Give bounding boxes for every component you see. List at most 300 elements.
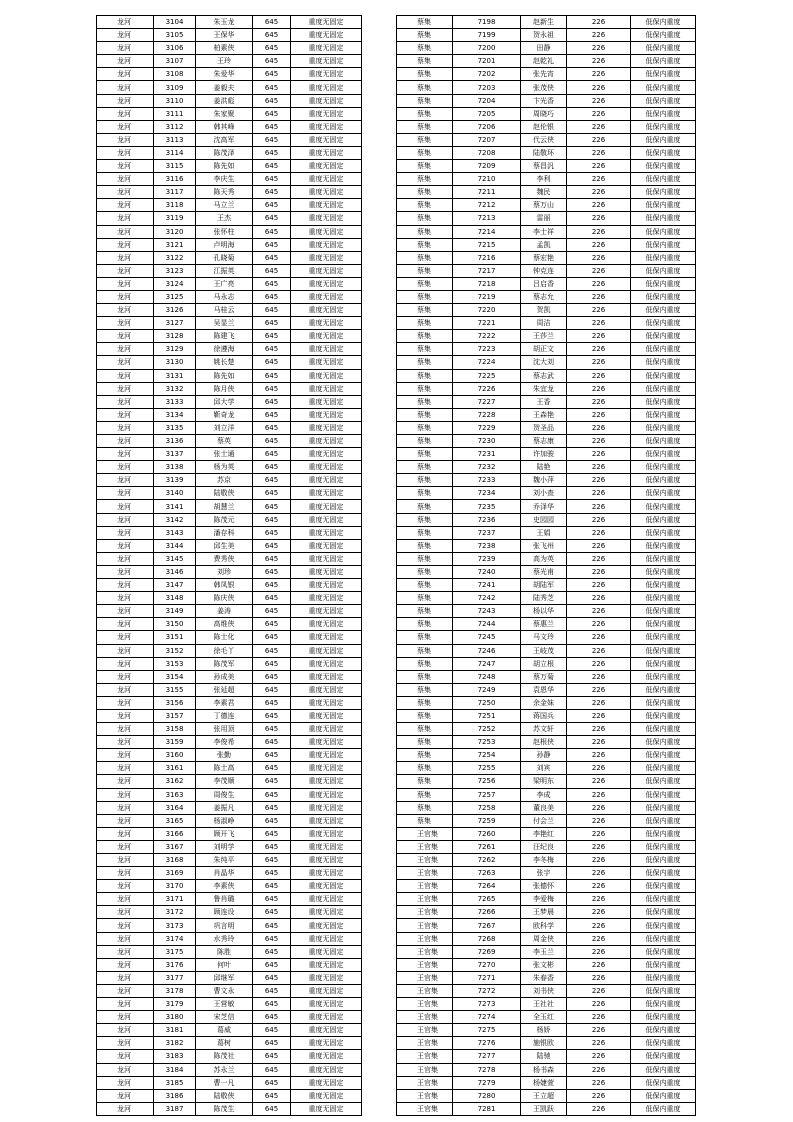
cell-place: 蔡集 xyxy=(397,579,453,592)
cell-number: 3177 xyxy=(154,971,196,984)
cell-category: 重度无固定 xyxy=(291,592,362,605)
cell-amount: 226 xyxy=(567,251,631,264)
table-row xyxy=(397,1037,696,1050)
cell-place: 龙河 xyxy=(97,1063,154,1076)
cell-place: 王官集 xyxy=(397,998,453,1011)
table-row xyxy=(97,29,362,42)
cell-number: 7257 xyxy=(453,788,521,801)
cell-name: 苏永兰 xyxy=(196,1063,253,1076)
cell-name: 巩言明 xyxy=(196,919,253,932)
cell-category: 重度无固定 xyxy=(291,408,362,421)
cell-place: 龙河 xyxy=(97,42,154,55)
table-row xyxy=(97,212,362,225)
table-row xyxy=(397,1102,696,1115)
cell-number: 3134 xyxy=(154,408,196,421)
cell-category: 重度无固定 xyxy=(291,906,362,919)
cell-place: 龙河 xyxy=(97,277,154,290)
cell-place: 龙河 xyxy=(97,1076,154,1089)
cell-number: 7261 xyxy=(453,840,521,853)
cell-number: 3171 xyxy=(154,893,196,906)
table-row xyxy=(97,723,362,736)
cell-name: 蔡惠兰 xyxy=(521,618,567,631)
cell-category: 重度无固定 xyxy=(291,984,362,997)
cell-place: 龙河 xyxy=(97,382,154,395)
cell-number: 7248 xyxy=(453,670,521,683)
cell-category: 重度无固定 xyxy=(291,723,362,736)
cell-name: 杨婕萱 xyxy=(521,1076,567,1089)
cell-place: 蔡集 xyxy=(397,55,453,68)
cell-number: 7272 xyxy=(453,984,521,997)
cell-name: 王凯跃 xyxy=(521,1102,567,1115)
cell-name: 姜毅夫 xyxy=(196,81,253,94)
cell-name: 雷丽 xyxy=(521,212,567,225)
cell-amount: 226 xyxy=(567,880,631,893)
cell-name: 卢明海 xyxy=(196,238,253,251)
cell-amount: 645 xyxy=(253,277,291,290)
cell-category: 重度无固定 xyxy=(291,304,362,317)
cell-name: 孙静 xyxy=(521,749,567,762)
cell-amount: 645 xyxy=(253,146,291,159)
cell-category: 重度无固定 xyxy=(291,840,362,853)
cell-name: 欧科学 xyxy=(521,919,567,932)
cell-name: 徐遵海 xyxy=(196,343,253,356)
cell-amount: 226 xyxy=(567,107,631,120)
cell-amount: 226 xyxy=(567,1102,631,1115)
table-row xyxy=(97,657,362,670)
cell-name: 施银欧 xyxy=(521,1037,567,1050)
cell-amount: 226 xyxy=(567,382,631,395)
cell-place: 龙河 xyxy=(97,356,154,369)
cell-name: 梁明东 xyxy=(521,775,567,788)
cell-category: 重度无固定 xyxy=(291,605,362,618)
table-row xyxy=(397,579,696,592)
cell-place: 龙河 xyxy=(97,670,154,683)
table-row xyxy=(97,317,362,330)
cell-name: 王玲 xyxy=(196,55,253,68)
cell-name: 丁德连 xyxy=(196,709,253,722)
cell-amount: 226 xyxy=(567,814,631,827)
cell-name: 邱生美 xyxy=(196,539,253,552)
cell-number: 7226 xyxy=(453,382,521,395)
cell-place: 龙河 xyxy=(97,854,154,867)
cell-category: 低保内重度 xyxy=(631,788,696,801)
cell-name: 杨为英 xyxy=(196,461,253,474)
cell-category: 重度无固定 xyxy=(291,290,362,303)
cell-number: 3107 xyxy=(154,55,196,68)
cell-category: 重度无固定 xyxy=(291,173,362,186)
cell-amount: 226 xyxy=(567,68,631,81)
cell-place: 龙河 xyxy=(97,16,154,29)
cell-name: 邱大学 xyxy=(196,395,253,408)
cell-category: 低保内重度 xyxy=(631,670,696,683)
cell-category: 低保内重度 xyxy=(631,225,696,238)
table-row xyxy=(97,225,362,238)
table-row xyxy=(397,264,696,277)
table-row xyxy=(97,579,362,592)
cell-amount: 226 xyxy=(567,435,631,448)
cell-number: 7278 xyxy=(453,1063,521,1076)
cell-number: 3182 xyxy=(154,1037,196,1050)
cell-number: 3144 xyxy=(154,539,196,552)
cell-number: 3131 xyxy=(154,369,196,382)
cell-amount: 226 xyxy=(567,958,631,971)
cell-amount: 226 xyxy=(567,42,631,55)
table-row xyxy=(97,631,362,644)
left-table-body xyxy=(97,16,362,1116)
cell-amount: 226 xyxy=(567,657,631,670)
cell-number: 7206 xyxy=(453,120,521,133)
cell-amount: 226 xyxy=(567,1063,631,1076)
cell-place: 王官集 xyxy=(397,867,453,880)
cell-name: 胡正文 xyxy=(521,343,567,356)
cell-amount: 226 xyxy=(567,683,631,696)
cell-place: 蔡集 xyxy=(397,814,453,827)
cell-number: 7205 xyxy=(453,107,521,120)
cell-name: 贺圣品 xyxy=(521,421,567,434)
cell-category: 重度无固定 xyxy=(291,1076,362,1089)
cell-number: 7241 xyxy=(453,579,521,592)
table-row xyxy=(97,683,362,696)
cell-amount: 226 xyxy=(567,356,631,369)
cell-amount: 226 xyxy=(567,395,631,408)
cell-name: 李玉兰 xyxy=(521,945,567,958)
cell-place: 蔡集 xyxy=(397,762,453,775)
table-row xyxy=(397,487,696,500)
cell-amount: 645 xyxy=(253,81,291,94)
cell-number: 7200 xyxy=(453,42,521,55)
cell-amount: 226 xyxy=(567,1089,631,1102)
cell-place: 蔡集 xyxy=(397,29,453,42)
table-row xyxy=(97,1089,362,1102)
cell-place: 蔡集 xyxy=(397,461,453,474)
cell-name: 马永志 xyxy=(196,290,253,303)
cell-amount: 645 xyxy=(253,173,291,186)
cell-place: 龙河 xyxy=(97,605,154,618)
cell-name: 苏文轩 xyxy=(521,723,567,736)
cell-name: 张士通 xyxy=(196,448,253,461)
cell-number: 3116 xyxy=(154,173,196,186)
cell-name: 张德怀 xyxy=(521,880,567,893)
table-row xyxy=(397,225,696,238)
cell-category: 重度无固定 xyxy=(291,1102,362,1115)
cell-category: 低保内重度 xyxy=(631,251,696,264)
cell-place: 龙河 xyxy=(97,343,154,356)
cell-name: 卞光香 xyxy=(521,94,567,107)
cell-place: 蔡集 xyxy=(397,290,453,303)
cell-amount: 226 xyxy=(567,513,631,526)
cell-place: 龙河 xyxy=(97,173,154,186)
table-row xyxy=(397,160,696,173)
cell-number: 7236 xyxy=(453,513,521,526)
table-row xyxy=(397,317,696,330)
cell-name: 水秀玲 xyxy=(196,932,253,945)
cell-category: 重度无固定 xyxy=(291,618,362,631)
cell-amount: 645 xyxy=(253,1076,291,1089)
cell-number: 3179 xyxy=(154,998,196,1011)
table-row xyxy=(97,539,362,552)
cell-name: 陈建飞 xyxy=(196,330,253,343)
cell-place: 蔡集 xyxy=(397,68,453,81)
cell-number: 3125 xyxy=(154,290,196,303)
cell-name: 王杰 xyxy=(196,212,253,225)
cell-place: 蔡集 xyxy=(397,526,453,539)
cell-category: 重度无固定 xyxy=(291,382,362,395)
cell-category: 低保内重度 xyxy=(631,592,696,605)
cell-name: 周洁 xyxy=(521,317,567,330)
table-row xyxy=(397,1050,696,1063)
cell-name: 蔡宏艳 xyxy=(521,251,567,264)
cell-place: 蔡集 xyxy=(397,330,453,343)
cell-category: 重度无固定 xyxy=(291,1063,362,1076)
cell-name: 陈茂军 xyxy=(196,657,253,670)
cell-category: 重度无固定 xyxy=(291,238,362,251)
cell-name: 陈先如 xyxy=(196,369,253,382)
cell-place: 龙河 xyxy=(97,1024,154,1037)
cell-number: 3148 xyxy=(154,592,196,605)
table-row xyxy=(97,526,362,539)
cell-category: 重度无固定 xyxy=(291,435,362,448)
cell-amount: 645 xyxy=(253,264,291,277)
cell-number: 3160 xyxy=(154,749,196,762)
cell-name: 李俊希 xyxy=(196,736,253,749)
cell-amount: 226 xyxy=(567,146,631,159)
cell-number: 3123 xyxy=(154,264,196,277)
cell-category: 重度无固定 xyxy=(291,356,362,369)
cell-amount: 226 xyxy=(567,618,631,631)
cell-number: 3164 xyxy=(154,801,196,814)
cell-amount: 226 xyxy=(567,670,631,683)
cell-number: 7231 xyxy=(453,448,521,461)
cell-category: 重度无固定 xyxy=(291,932,362,945)
cell-place: 蔡集 xyxy=(397,618,453,631)
cell-category: 低保内重度 xyxy=(631,513,696,526)
cell-place: 蔡集 xyxy=(397,238,453,251)
cell-amount: 645 xyxy=(253,579,291,592)
table-row xyxy=(397,42,696,55)
cell-number: 3169 xyxy=(154,867,196,880)
cell-number: 7230 xyxy=(453,435,521,448)
cell-amount: 645 xyxy=(253,984,291,997)
cell-amount: 645 xyxy=(253,723,291,736)
cell-place: 龙河 xyxy=(97,998,154,1011)
cell-name: 张延超 xyxy=(196,683,253,696)
table-row xyxy=(97,186,362,199)
cell-amount: 226 xyxy=(567,526,631,539)
cell-number: 7198 xyxy=(453,16,521,29)
cell-place: 龙河 xyxy=(97,474,154,487)
cell-place: 龙河 xyxy=(97,1102,154,1115)
cell-place: 龙河 xyxy=(97,513,154,526)
cell-amount: 226 xyxy=(567,696,631,709)
table-row xyxy=(397,238,696,251)
table-row xyxy=(397,592,696,605)
cell-amount: 645 xyxy=(253,55,291,68)
table-row xyxy=(397,173,696,186)
cell-name: 李茂顺 xyxy=(196,775,253,788)
cell-amount: 226 xyxy=(567,173,631,186)
cell-category: 低保内重度 xyxy=(631,55,696,68)
cell-category: 低保内重度 xyxy=(631,461,696,474)
cell-place: 龙河 xyxy=(97,971,154,984)
cell-name: 费秀侠 xyxy=(196,552,253,565)
cell-place: 龙河 xyxy=(97,29,154,42)
cell-place: 龙河 xyxy=(97,461,154,474)
cell-number: 7208 xyxy=(453,146,521,159)
cell-category: 重度无固定 xyxy=(291,539,362,552)
cell-amount: 226 xyxy=(567,827,631,840)
cell-name: 沈高军 xyxy=(196,133,253,146)
cell-name: 朱玉龙 xyxy=(196,16,253,29)
cell-category: 重度无固定 xyxy=(291,120,362,133)
cell-place: 王官集 xyxy=(397,958,453,971)
cell-category: 低保内重度 xyxy=(631,356,696,369)
table-row xyxy=(97,356,362,369)
cell-place: 王官集 xyxy=(397,984,453,997)
cell-amount: 645 xyxy=(253,251,291,264)
cell-number: 7204 xyxy=(453,94,521,107)
table-row xyxy=(97,592,362,605)
cell-place: 龙河 xyxy=(97,919,154,932)
cell-place: 龙河 xyxy=(97,1050,154,1063)
cell-category: 重度无固定 xyxy=(291,264,362,277)
cell-name: 张先宵 xyxy=(521,68,567,81)
table-row xyxy=(97,696,362,709)
cell-number: 7280 xyxy=(453,1089,521,1102)
cell-amount: 645 xyxy=(253,42,291,55)
cell-category: 低保内重度 xyxy=(631,16,696,29)
cell-amount: 226 xyxy=(567,81,631,94)
cell-amount: 645 xyxy=(253,212,291,225)
cell-amount: 645 xyxy=(253,565,291,578)
cell-place: 龙河 xyxy=(97,814,154,827)
cell-number: 7275 xyxy=(453,1024,521,1037)
cell-number: 3151 xyxy=(154,631,196,644)
table-row xyxy=(97,42,362,55)
cell-name: 赵新生 xyxy=(521,16,567,29)
cell-amount: 226 xyxy=(567,317,631,330)
cell-number: 3173 xyxy=(154,919,196,932)
cell-place: 蔡集 xyxy=(397,539,453,552)
cell-category: 重度无固定 xyxy=(291,579,362,592)
cell-number: 7267 xyxy=(453,919,521,932)
cell-number: 7245 xyxy=(453,631,521,644)
table-row xyxy=(397,723,696,736)
cell-category: 低保内重度 xyxy=(631,552,696,565)
cell-category: 低保内重度 xyxy=(631,762,696,775)
cell-place: 龙河 xyxy=(97,618,154,631)
cell-place: 蔡集 xyxy=(397,709,453,722)
cell-amount: 226 xyxy=(567,1050,631,1063)
cell-name: 朱家聚 xyxy=(196,107,253,120)
cell-place: 龙河 xyxy=(97,133,154,146)
cell-name: 余金妹 xyxy=(521,696,567,709)
cell-name: 马桂云 xyxy=(196,304,253,317)
cell-amount: 645 xyxy=(253,644,291,657)
cell-category: 低保内重度 xyxy=(631,68,696,81)
table-row xyxy=(397,421,696,434)
table-row xyxy=(97,461,362,474)
cell-name: 李士祥 xyxy=(521,225,567,238)
cell-number: 3154 xyxy=(154,670,196,683)
table-row xyxy=(397,290,696,303)
cell-place: 蔡集 xyxy=(397,474,453,487)
cell-place: 蔡集 xyxy=(397,369,453,382)
cell-category: 重度无固定 xyxy=(291,788,362,801)
cell-number: 7216 xyxy=(453,251,521,264)
table-row xyxy=(97,893,362,906)
cell-number: 7246 xyxy=(453,644,521,657)
cell-amount: 226 xyxy=(567,788,631,801)
cell-number: 7232 xyxy=(453,461,521,474)
cell-place: 蔡集 xyxy=(397,448,453,461)
cell-number: 7268 xyxy=(453,932,521,945)
cell-place: 蔡集 xyxy=(397,696,453,709)
cell-category: 低保内重度 xyxy=(631,827,696,840)
cell-number: 3155 xyxy=(154,683,196,696)
cell-category: 低保内重度 xyxy=(631,133,696,146)
cell-category: 重度无固定 xyxy=(291,55,362,68)
cell-amount: 645 xyxy=(253,343,291,356)
cell-place: 蔡集 xyxy=(397,644,453,657)
cell-amount: 226 xyxy=(567,186,631,199)
cell-number: 3127 xyxy=(154,317,196,330)
table-row xyxy=(97,644,362,657)
cell-place: 王官集 xyxy=(397,971,453,984)
table-row xyxy=(97,880,362,893)
table-row xyxy=(397,618,696,631)
table-row xyxy=(397,68,696,81)
table-row xyxy=(97,1063,362,1076)
table-row xyxy=(97,854,362,867)
cell-number: 7202 xyxy=(453,68,521,81)
cell-amount: 645 xyxy=(253,539,291,552)
cell-number: 3172 xyxy=(154,906,196,919)
cell-name: 代云侠 xyxy=(521,133,567,146)
cell-category: 低保内重度 xyxy=(631,958,696,971)
table-row xyxy=(97,448,362,461)
cell-name: 张文彬 xyxy=(521,958,567,971)
cell-category: 重度无固定 xyxy=(291,500,362,513)
cell-number: 7218 xyxy=(453,277,521,290)
cell-amount: 645 xyxy=(253,304,291,317)
cell-name: 刘珍 xyxy=(196,565,253,578)
table-row xyxy=(397,893,696,906)
cell-name: 张宇 xyxy=(521,867,567,880)
cell-number: 7199 xyxy=(453,29,521,42)
cell-category: 低保内重度 xyxy=(631,277,696,290)
cell-name: 王娟 xyxy=(521,526,567,539)
cell-place: 龙河 xyxy=(97,212,154,225)
cell-name: 张怀柱 xyxy=(196,225,253,238)
cell-amount: 645 xyxy=(253,867,291,880)
cell-name: 蔡万菊 xyxy=(521,670,567,683)
table-row xyxy=(97,395,362,408)
cell-number: 7223 xyxy=(453,343,521,356)
cell-name: 陈士化 xyxy=(196,631,253,644)
cell-category: 低保内重度 xyxy=(631,644,696,657)
cell-number: 3187 xyxy=(154,1102,196,1115)
cell-name: 李冬梅 xyxy=(521,854,567,867)
table-row xyxy=(97,958,362,971)
cell-place: 王官集 xyxy=(397,1037,453,1050)
cell-number: 3165 xyxy=(154,814,196,827)
cell-name: 沈大刘 xyxy=(521,356,567,369)
cell-name: 孙成美 xyxy=(196,670,253,683)
cell-name: 付会兰 xyxy=(521,814,567,827)
table-row xyxy=(397,657,696,670)
cell-amount: 645 xyxy=(253,749,291,762)
cell-place: 龙河 xyxy=(97,487,154,500)
